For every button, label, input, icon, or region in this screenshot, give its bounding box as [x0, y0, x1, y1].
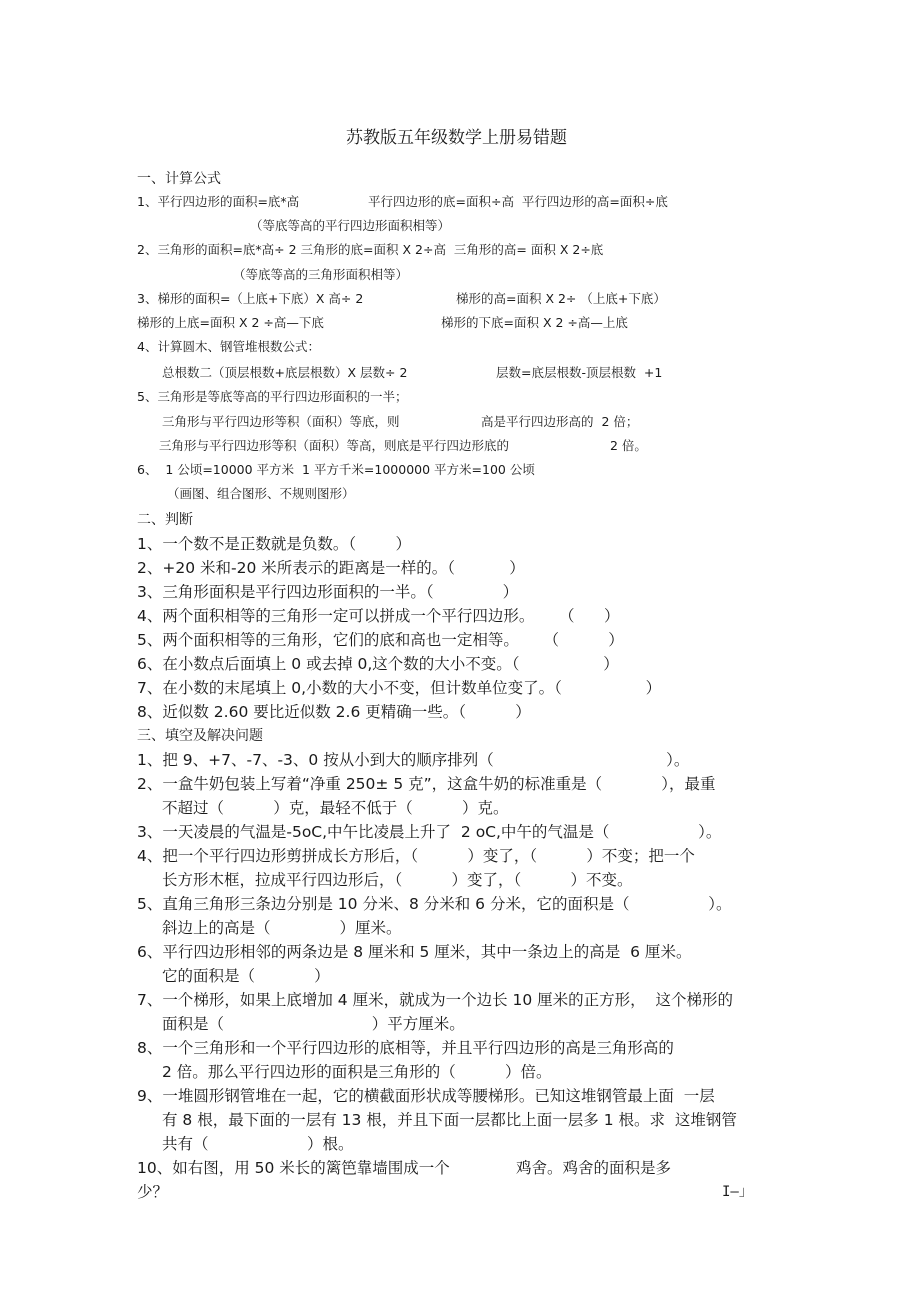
formula-note: （等底等高的三角形面积相等）	[233, 267, 409, 282]
formula-line: 2 倍。	[610, 438, 647, 453]
question-line: 5、直角三角形三条边分别是 10 分米、8 分米和 6 分米，它的面积是（ ）。	[137, 895, 732, 913]
formula-line: 层数=底层根数-顶层根数 +1	[496, 365, 663, 380]
question-line: 3、一天凌晨的气温是-5oC,中午比凌晨上升了 2 oC,中午的气温是（ ）。	[137, 823, 722, 841]
question-line: 有 8 根，最下面的一层有 13 根，并且下面一层都比上面一层多 1 根。求 这堆钢管	[162, 1111, 737, 1129]
question-line: 长方形木框，拉成平行四边形后，（ ）变了，（ ）不变。	[162, 871, 633, 889]
judgement-item: 2、+20 米和-20 米所表示的距离是一样的。（ ）	[137, 559, 525, 577]
formula-line: 高是平行四边形高的 2 倍；	[481, 414, 639, 429]
corner-mark: I—」	[722, 1184, 753, 1200]
question-line: 共有（ ）根。	[162, 1135, 354, 1153]
formula-line: 梯形的上底=面积 X 2 ÷高—下底	[137, 315, 324, 330]
section-heading-judgement: 二、判断	[137, 512, 193, 528]
page-title: 苏教版五年级数学上册易错题	[346, 128, 567, 148]
question-line: 1、把 9、+7、-7、-3、0 按从小到大的顺序排列（ ）。	[137, 751, 690, 769]
formula-line: 梯形的下底=面积 X 2 ÷高—上底	[441, 315, 628, 330]
formula-line: 1、平行四边形的面积=底*高	[137, 194, 300, 209]
formula-note: （画图、组合图形、不规则图形）	[167, 486, 355, 501]
formula-line: 平行四边形的底=面积÷高 平行四边形的高=面积÷底	[368, 194, 668, 209]
judgement-item: 5、两个面积相等的三角形，它们的底和高也一定相等。 （ ）	[137, 631, 624, 649]
question-line: 它的面积是（ ）	[162, 967, 330, 985]
question-line: 2 倍。那么平行四边形的面积是三角形的（ ）倍。	[162, 1063, 552, 1081]
question-line: 少？	[137, 1183, 169, 1201]
formula-line: 三角形与平行四边形等积（面积）等高，则底是平行四边形底的	[159, 438, 510, 453]
judgement-item: 6、在小数点后面填上 0 或去掉 0,这个数的大小不变。（ ）	[137, 655, 619, 673]
question-line: 不超过（ ）克，最轻不低于（ ）克。	[162, 799, 509, 817]
section-heading-fill-in: 三、填空及解决问题	[137, 728, 263, 744]
question-line: 10、如右图，用 50 米长的篱笆靠墙围成一个	[137, 1159, 450, 1177]
formula-line: 梯形的高=面积 X 2÷ （上底+下底）	[456, 291, 666, 306]
judgement-item: 7、在小数的末尾填上 0,小数的大小不变，但计数单位变了。（ ）	[137, 679, 662, 697]
question-line: 2、一盒牛奶包装上写着“净重 250± 5 克”，这盒牛奶的标准重是（ ），最重	[137, 775, 716, 793]
judgement-item: 3、三角形面积是平行四边形面积的一半。（ ）	[137, 583, 519, 601]
question-line: 7、一个梯形，如果上底增加 4 厘米，就成为一个边长 10 厘米的正方形， 这个梯形的	[137, 991, 734, 1009]
formula-line: 总根数二（顶层根数+底层根数）X 层数÷ 2	[162, 365, 408, 380]
judgement-item: 1、一个数不是正数就是负数。（ ）	[137, 535, 412, 553]
formula-line: 5、三角形是等底等高的平行四边形面积的一半；	[137, 389, 408, 404]
question-line: 鸡舍。鸡舍的面积是多	[516, 1159, 672, 1177]
formula-line: 2、三角形的面积=底*高÷ 2 三角形的底=面积 X 2÷高 三角形的高= 面积 X 2÷底	[137, 242, 604, 257]
question-line: 斜边上的高是（ ）厘米。	[162, 919, 402, 937]
formula-line: 3、梯形的面积=（上底+下底）X 高÷ 2	[137, 291, 364, 306]
judgement-item: 8、近似数 2.60 要比近似数 2.6 更精确一些。（ ）	[137, 703, 531, 721]
formula-line: 6、 1 公顷=10000 平方米 1 平方千米=1000000 平方米=100 公顷	[137, 462, 535, 477]
formula-line: 三角形与平行四边形等积（面积）等底，则	[162, 414, 400, 429]
question-line: 8、一个三角形和一个平行四边形的底相等，并且平行四边形的高是三角形高的	[137, 1039, 674, 1057]
question-line: 9、一堆圆形钢管堆在一起，它的横截面形状成等腰梯形。已知这堆钢管最上面 一层	[137, 1087, 715, 1105]
formula-note: （等底等高的平行四边形面积相等）	[250, 218, 451, 233]
question-line: 面积是（ ）平方厘米。	[162, 1015, 465, 1033]
question-line: 6、平行四边形相邻的两条边是 8 厘米和 5 厘米，其中一条边上的高是 6 厘米。	[137, 943, 692, 961]
formula-line: 4、计算圆木、钢管堆根数公式：	[137, 339, 320, 354]
question-line: 4、把一个平行四边形剪拼成长方形后，（ ）变了，（ ）不变；把一个	[137, 847, 695, 865]
section-heading-formulas: 一、计算公式	[137, 171, 221, 187]
judgement-item: 4、两个面积相等的三角形一定可以拼成一个平行四边形。 （ ）	[137, 607, 620, 625]
